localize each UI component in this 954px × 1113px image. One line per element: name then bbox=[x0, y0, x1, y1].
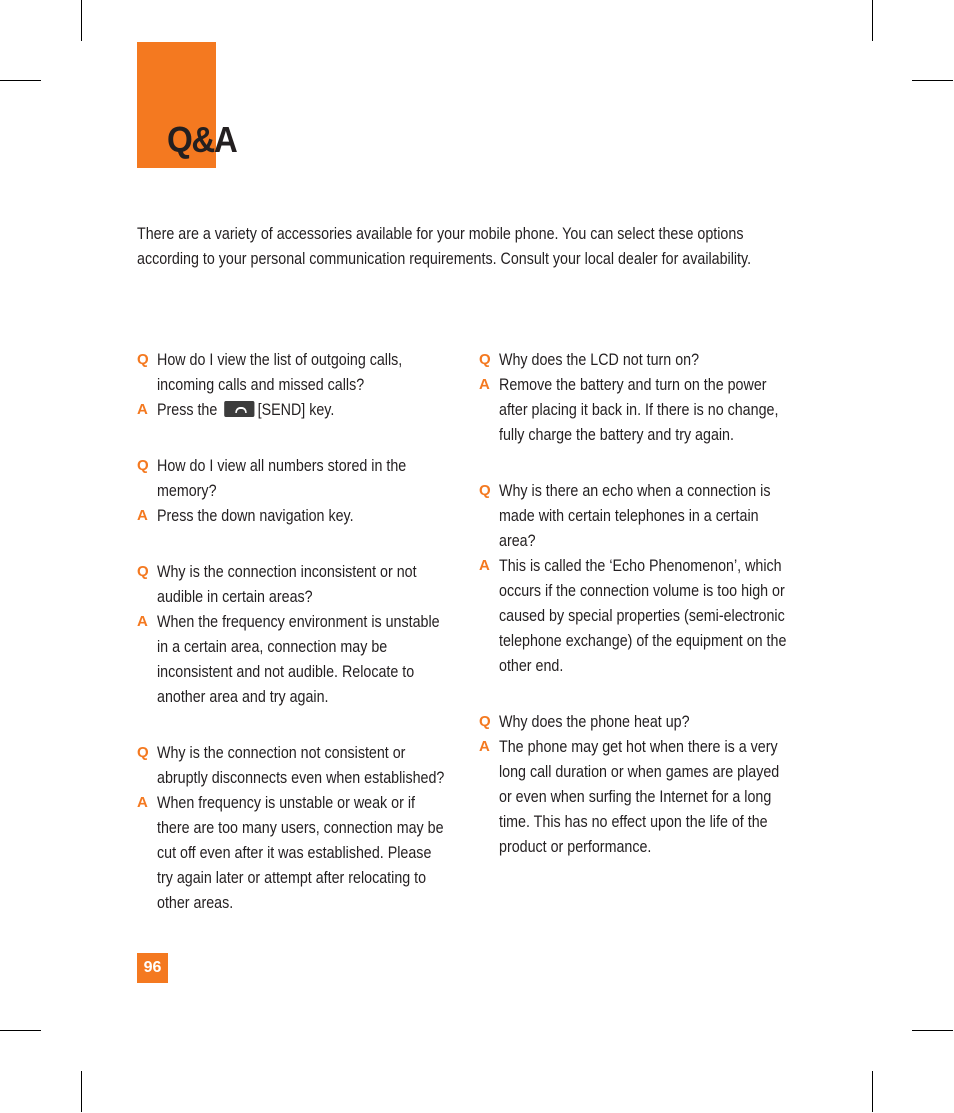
question-text: How do I view the list of outgoing calls, incoming calls and missed calls? bbox=[157, 350, 403, 394]
answer-marker: A bbox=[137, 613, 148, 630]
answer-text: This is called the ‘Echo Phenomenon’, which occurs if the connection volume is too high or caused by special properties (semi-electronic telephone exchange) of the equipment on the other end. bbox=[499, 556, 787, 675]
answer-marker: A bbox=[137, 794, 148, 811]
question-text: Why does the phone heat up? bbox=[499, 712, 690, 731]
answer bbox=[479, 553, 795, 678]
question bbox=[479, 478, 795, 553]
question-text: Why is there an echo when a connection is made with certain telephones in a certain area? bbox=[499, 481, 771, 550]
question-text: How do I view all numbers stored in the memory? bbox=[157, 456, 407, 500]
qa-item bbox=[479, 347, 795, 447]
question bbox=[137, 347, 447, 397]
answer bbox=[137, 609, 447, 709]
question bbox=[137, 559, 447, 609]
qa-item bbox=[479, 709, 795, 859]
answer-marker: A bbox=[479, 376, 490, 393]
question bbox=[137, 740, 447, 790]
answer bbox=[479, 372, 795, 447]
intro-paragraph: There are a variety of accessories available for your mobile phone. You can select these options according to your personal communication requirements. Consult your local dealer for availability. bbox=[137, 224, 752, 268]
question bbox=[137, 453, 447, 503]
answer-marker: A bbox=[479, 557, 490, 574]
crop-mark bbox=[872, 1071, 873, 1112]
question-text: Why is the connection not consistent or abruptly disconnects even when established? bbox=[157, 743, 445, 787]
question-marker: Q bbox=[137, 351, 149, 368]
answer-text-pre: Press the bbox=[157, 400, 218, 419]
qa-item bbox=[137, 740, 447, 915]
answer-text: When the frequency environment is unstable in a certain area, connection may be inconsistent and not audible. Relocate to another area and try again. bbox=[157, 612, 440, 706]
answer bbox=[137, 790, 447, 915]
answer-marker: A bbox=[479, 738, 490, 755]
qa-item bbox=[137, 559, 447, 709]
crop-mark bbox=[912, 80, 953, 81]
answer-text: Remove the battery and turn on the power after placing it back in. If there is no change, fully charge the battery and try again. bbox=[499, 375, 779, 444]
crop-mark bbox=[0, 80, 41, 81]
answer-text: When frequency is unstable or weak or if there are too many users, connection may be cut off even after it was established. Please try again later or attempt after relocating to other areas. bbox=[157, 793, 444, 912]
question bbox=[479, 709, 795, 734]
question-marker: Q bbox=[479, 713, 491, 730]
answer bbox=[137, 397, 447, 422]
question-marker: Q bbox=[479, 482, 491, 499]
crop-mark bbox=[872, 0, 873, 41]
answer-marker: A bbox=[137, 401, 148, 418]
page-title: Q&A bbox=[167, 119, 237, 160]
page-number: 96 bbox=[137, 953, 168, 983]
qa-item bbox=[137, 453, 447, 528]
qa-column-right bbox=[479, 347, 795, 890]
crop-mark bbox=[81, 1071, 82, 1112]
question-marker: Q bbox=[137, 744, 149, 761]
question-text: Why does the LCD not turn on? bbox=[499, 350, 700, 369]
crop-mark bbox=[81, 0, 82, 41]
crop-mark bbox=[912, 1030, 953, 1031]
answer-text: The phone may get hot when there is a very long call duration or when games are played or even when surfing the Internet for a long time. This has no effect upon the life of the product or performance. bbox=[499, 737, 780, 856]
answer bbox=[479, 734, 795, 859]
question-marker: Q bbox=[479, 351, 491, 368]
answer-marker: A bbox=[137, 507, 148, 524]
question-marker: Q bbox=[137, 457, 149, 474]
qa-column-left bbox=[137, 347, 447, 946]
crop-mark bbox=[0, 1030, 41, 1031]
answer-text bbox=[157, 397, 447, 422]
question-text: Why is the connection inconsistent or not audible in certain areas? bbox=[157, 562, 417, 606]
qa-item bbox=[137, 347, 447, 422]
answer bbox=[137, 503, 447, 528]
question bbox=[479, 347, 795, 372]
answer-text: Press the down navigation key. bbox=[157, 506, 354, 525]
send-call-key-icon bbox=[224, 401, 254, 417]
question-marker: Q bbox=[137, 563, 149, 580]
answer-text-post: [SEND] key. bbox=[257, 400, 335, 419]
qa-item bbox=[479, 478, 795, 678]
